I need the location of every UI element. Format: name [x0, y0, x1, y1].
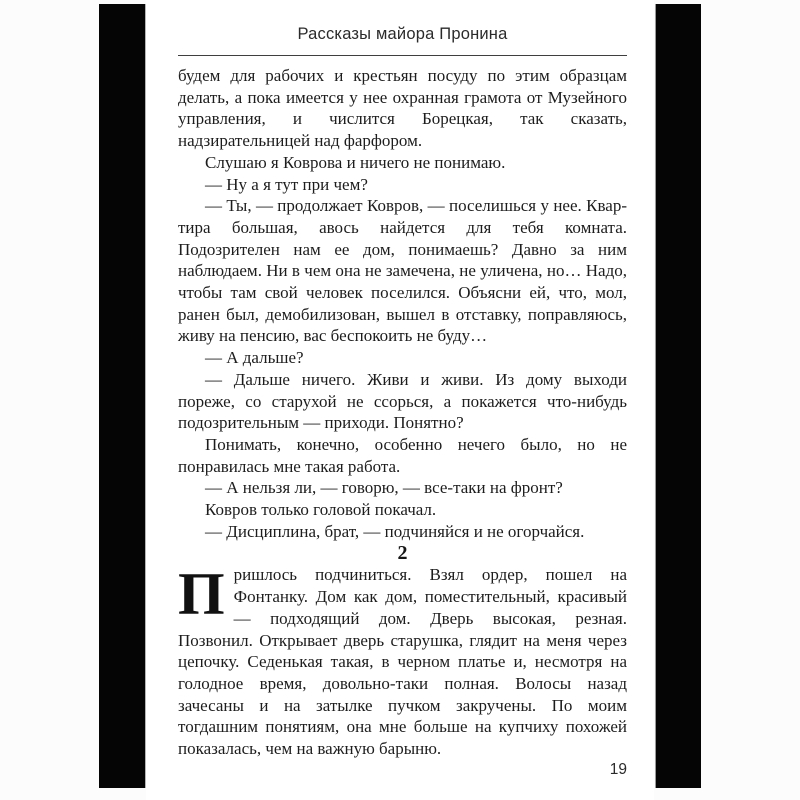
- paragraph: — Дальше ничего. Живи и живи. Из дому выходи пореже, со старухой не ссорься, а покажется что-нибудь подозрительным — приходи. Понятно?: [178, 369, 627, 433]
- paragraph: — Дисциплина, брат, — подчиняйся и не огорчайся.: [205, 521, 585, 541]
- paragraph: Ковров только головой покачал.: [205, 500, 437, 520]
- drop-cap: П: [178, 561, 225, 628]
- paragraph: — Ты, — продолжает Ковров, — поселишься у нее. Квартира большая, авось найдется для тебя комната. Подозрителен нам ее дом, понимаешь? Давно за ним наблюдаем. Ни в чем она не замечена, не уличена, но… Надо, чтобы там свой человек поселился. Объясни ей, что, мол, ранен был, демобилизован, вышел в отставку, поправляюсь, живу на пенсию, вас беспокоить не буду…: [178, 196, 627, 346]
- paragraph: Понимать, конечно, особенно нечего было, но не понравилась мне такая работа.: [178, 434, 627, 476]
- paragraph: — А нельзя ли, — говорю, — все-таки на фронт?: [205, 478, 563, 498]
- paragraph: [178, 561, 627, 759]
- section-number: 2: [397, 542, 408, 565]
- page-number: 19: [609, 760, 627, 778]
- section-paragraph-text: ришлось подчиниться. Взял ордер, пошел на Фонтанку. Дом как дом, поместительный, красивый — подходящий дом. Дверь высокая, резная. Позвонил. Открывает дверь старушка, глядит на меня через цепочку. Седенькая такая, в черном платье и, несмотря на голодное время, довольно-таки полная. Волосы назад зачесаны и на затылке пучком закручены. По моим тогдашним понятиям, она мне больше на купчиху похожей показалась, чем на важную барыню.: [178, 565, 627, 759]
- paragraph: Слушаю я Коврова и ничего не понимаю.: [205, 152, 506, 172]
- photo-left-edge: [99, 4, 146, 788]
- page-body: [178, 65, 627, 779]
- paragraph: — Ну а я тут при чем?: [205, 174, 368, 194]
- header-rule: [178, 55, 627, 56]
- photo-right-edge: [655, 4, 701, 788]
- paragraph: будем для рабочих и крестьян посуду по этим образцам делать, а пока имеется у нее охранная грамота от Музейного управления, и числится Борецкая, так сказать, надзирательницей над фарфором.: [178, 66, 627, 151]
- running-header: Рассказы майора Пронина: [297, 25, 508, 43]
- book-page: [146, 0, 654, 800]
- paragraph: — А дальше?: [205, 348, 304, 368]
